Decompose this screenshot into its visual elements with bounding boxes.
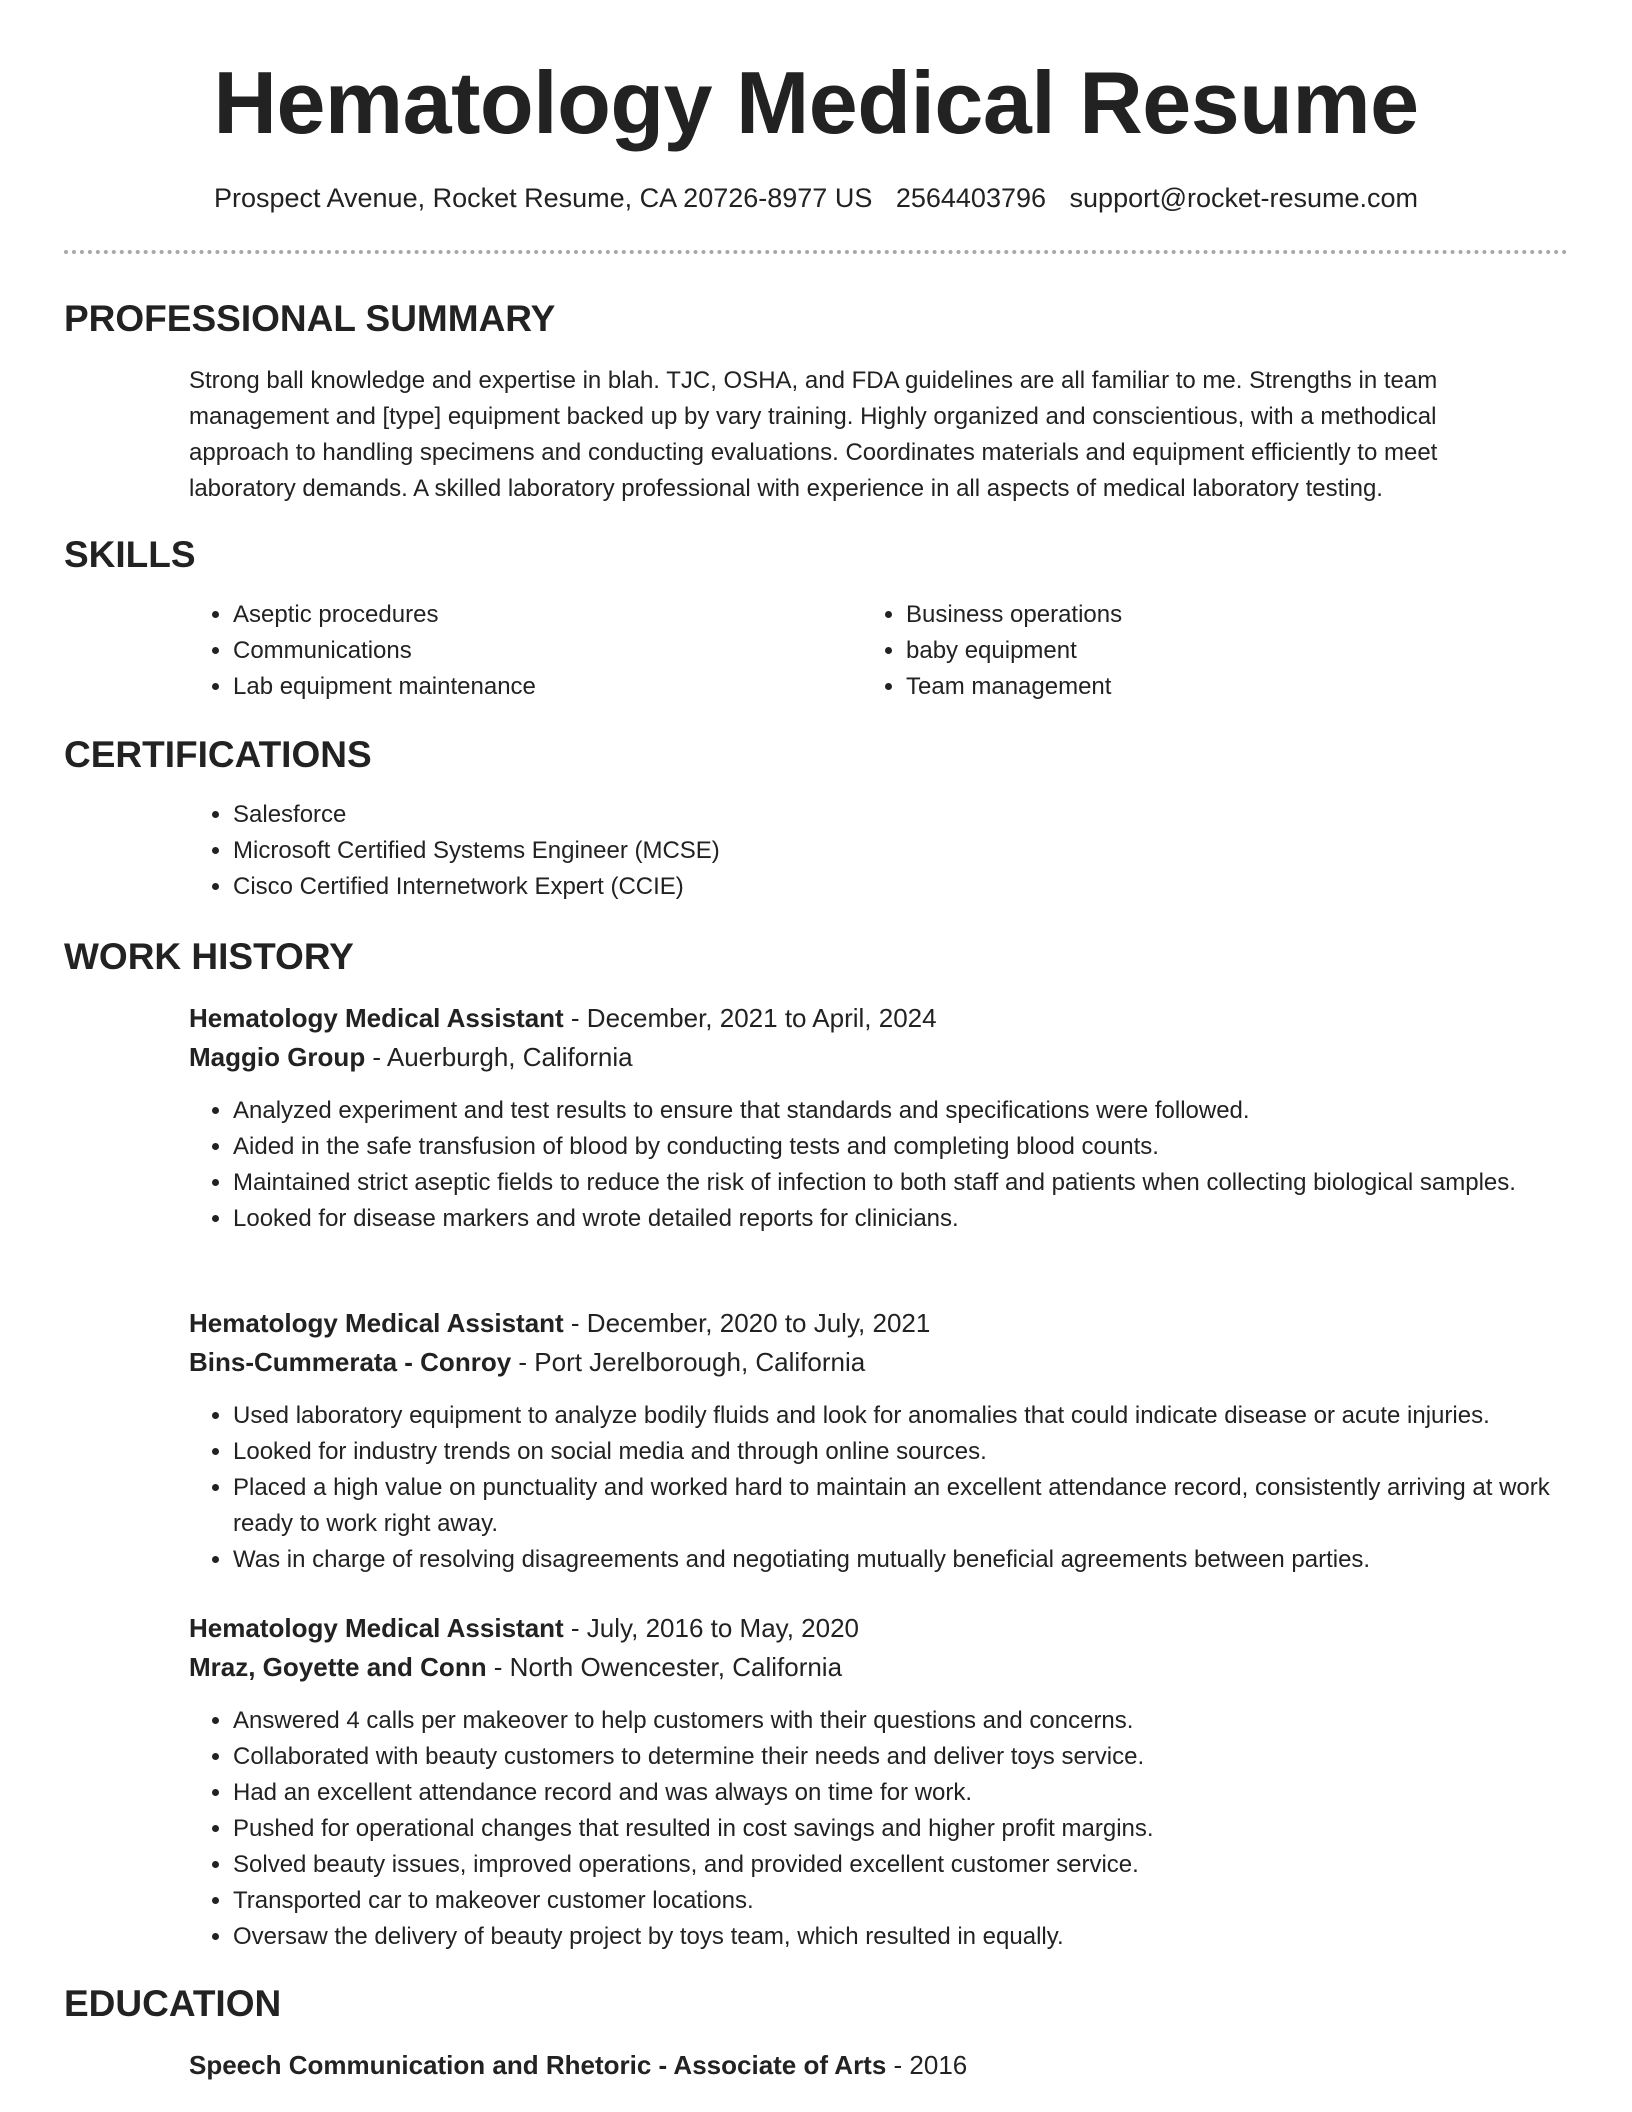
job-1-title-line — [189, 1000, 937, 1036]
contact-phone: 2564403796 — [895, 183, 1047, 213]
certifications-heading: CERTIFICATIONS — [64, 734, 372, 775]
job-location: - Port Jerelborough, California — [511, 1347, 866, 1377]
job-2-company-line — [189, 1344, 865, 1380]
list-item: • Pushed for operational changes that resulted in cost savings and higher profit margins. — [233, 1811, 1593, 1847]
list-item: • Cisco Certified Internetwork Expert (CCIE) — [233, 869, 1533, 905]
list-item: • Answered 4 calls per makeover to help customers with their questions and concerns. — [233, 1703, 1593, 1739]
list-item: • Collaborated with beauty customers to determine their needs and deliver toys service. — [233, 1739, 1593, 1775]
list-item: • Maintained strict aseptic fields to reduce the risk of infection to both staff and patients when collecting biological samples. — [233, 1165, 1593, 1201]
list-item: • Oversaw the delivery of beauty project by toys team, which resulted in equally. — [233, 1919, 1593, 1955]
list-item: • Used laboratory equipment to analyze bodily fluids and look for anomalies that could indicate disease or acute injuries. — [233, 1398, 1593, 1434]
list-item: • Team management — [906, 669, 1506, 705]
list-item: • Salesforce — [233, 797, 1533, 833]
list-item: • Was in charge of resolving disagreements and negotiating mutually beneficial agreements between parties. — [233, 1542, 1593, 1578]
list-item: • Solved beauty issues, improved operations, and provided excellent customer service. — [233, 1847, 1593, 1883]
list-item: • Business operations — [906, 597, 1506, 633]
work-history-heading: WORK HISTORY — [64, 936, 354, 977]
job-company: Maggio Group — [189, 1042, 366, 1072]
list-item: • Communications — [233, 633, 833, 669]
list-item: • Aided in the safe transfusion of blood by conducting tests and completing blood counts. — [233, 1129, 1593, 1165]
job-company: Mraz, Goyette and Conn — [189, 1652, 487, 1682]
skills-heading: SKILLS — [64, 534, 196, 575]
list-item: • Lab equipment maintenance — [233, 669, 833, 705]
job-3-bullets — [189, 1703, 1593, 1955]
job-role: Hematology Medical Assistant — [189, 1003, 564, 1033]
list-item: • Analyzed experiment and test results to ensure that standards and specifications were followed. — [233, 1093, 1593, 1129]
list-item: • Had an excellent attendance record and was always on time for work. — [233, 1775, 1593, 1811]
job-2-title-line — [189, 1305, 930, 1341]
list-item: • baby equipment — [906, 633, 1506, 669]
list-item: • Looked for industry trends on social media and through online sources. — [233, 1434, 1593, 1470]
job-location: - Auerburgh, California — [365, 1042, 633, 1072]
education-line — [189, 2047, 967, 2083]
list-item: • Placed a high value on punctuality and worked hard to maintain an excellent attendance record, consistently arriving at work ready to work right away. — [233, 1470, 1593, 1542]
summary-heading: PROFESSIONAL SUMMARY — [64, 298, 556, 339]
list-item: • Aseptic procedures — [233, 597, 833, 633]
certifications-list — [189, 797, 1533, 905]
contact-line — [0, 180, 1632, 216]
education-year: - 2016 — [886, 2050, 968, 2080]
contact-email: support@rocket-resume.com — [1069, 183, 1419, 213]
resume-name: Hematology Medical Resume — [213, 53, 1419, 152]
summary-text: Strong ball knowledge and expertise in blah. TJC, OSHA, and FDA guidelines are all familiar to me. Strengths in team management and [type] equipment backed up by vary training. Highly organized and conscientious, with a methodical approach to handling specimens and conducting evaluations. Coordinates materials and equipment efficiently to meet laboratory demands. A skilled laboratory professional with experience in all aspects of medical laboratory testing. — [189, 367, 1438, 502]
list-item: • Looked for disease markers and wrote detailed reports for clinicians. — [233, 1201, 1593, 1237]
job-1-bullets — [189, 1093, 1593, 1237]
job-role: Hematology Medical Assistant — [189, 1613, 564, 1643]
contact-address: Prospect Avenue, Rocket Resume, CA 20726-8977 US — [213, 183, 873, 213]
job-1-company-line — [189, 1039, 633, 1075]
skills-list-left — [189, 597, 833, 705]
skills-list-right — [862, 597, 1506, 705]
job-role: Hematology Medical Assistant — [189, 1308, 564, 1338]
job-3-company-line — [189, 1649, 842, 1685]
job-company: Bins-Cummerata - Conroy — [189, 1347, 512, 1377]
job-dates: - December, 2021 to April, 2024 — [563, 1003, 937, 1033]
education-degree: Speech Communication and Rhetoric - Associate of Arts — [189, 2050, 887, 2080]
job-location: - North Owencester, California — [486, 1652, 843, 1682]
job-dates: - December, 2020 to July, 2021 — [563, 1308, 931, 1338]
job-dates: - July, 2016 to May, 2020 — [563, 1613, 860, 1643]
list-item: • Microsoft Certified Systems Engineer (MCSE) — [233, 833, 1533, 869]
header-divider — [64, 250, 1568, 254]
job-2-bullets — [189, 1398, 1593, 1578]
list-item: • Transported car to makeover customer locations. — [233, 1883, 1593, 1919]
job-3-title-line — [189, 1610, 859, 1646]
education-heading: EDUCATION — [64, 1983, 282, 2024]
